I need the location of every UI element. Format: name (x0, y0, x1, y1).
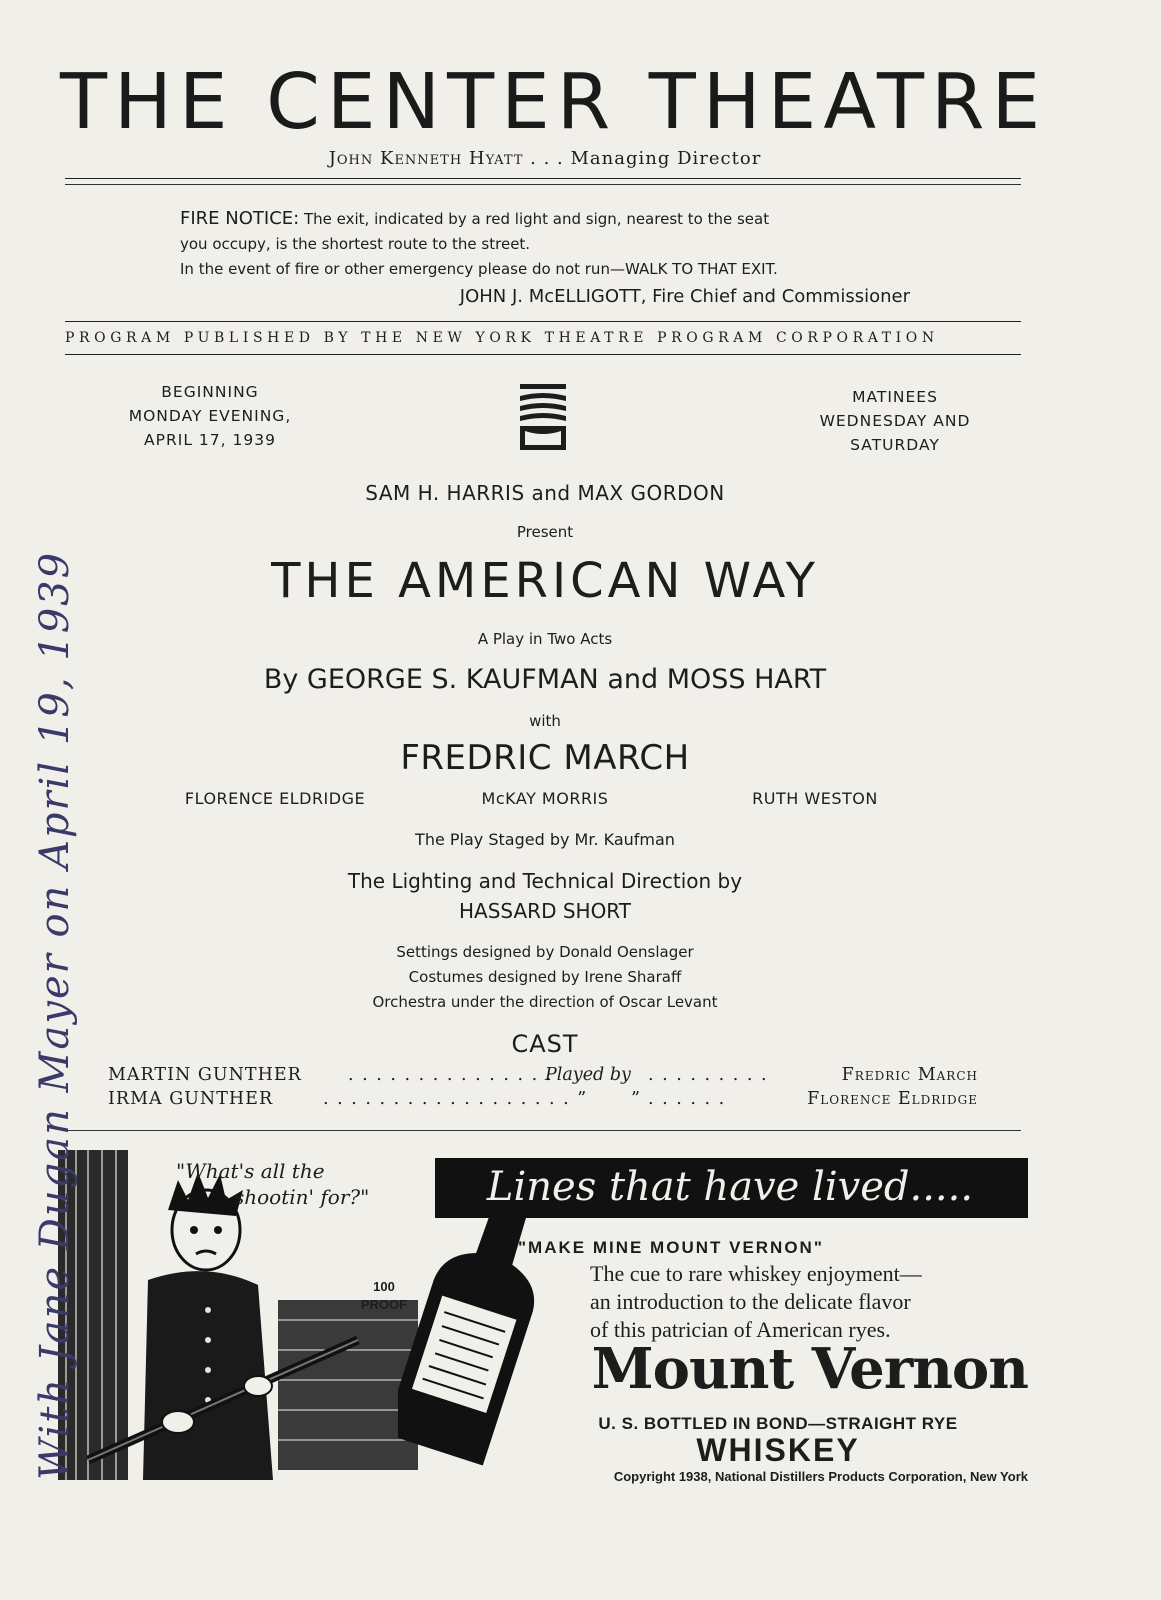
with-label: with (529, 712, 561, 730)
lighting-credit-line: The Lighting and Technical Direction by (347, 869, 743, 893)
proof-word: PROOF (360, 1297, 408, 1312)
managing-director-name: John Kenneth Hyatt (328, 148, 524, 169)
cast-dots: . . . . . . (648, 1089, 726, 1109)
cast-row (108, 1065, 978, 1089)
theatre-name: THE CENTER THEATRE (60, 58, 1048, 147)
play-title: THE AMERICAN WAY (271, 553, 819, 609)
ad-quote-line: shootin' for?" (234, 1185, 370, 1209)
cast-actor: Florence Eldridge (807, 1089, 978, 1109)
fire-chief-signature: JOHN J. McELLIGOTT, Fire Chief and Commissioner (459, 286, 910, 307)
whiskey-advertisement (58, 1150, 1028, 1484)
handwritten-inscription: With Jane Dugan Mayer on April 19, 1939 (32, 550, 78, 1480)
cast-heading: CAST (511, 1030, 579, 1058)
credit-line: Settings designed by Donald Oenslager (396, 943, 694, 961)
cast-dots: . . . . . . . . . (648, 1065, 769, 1085)
ad-copy (590, 1260, 1030, 1344)
fire-notice-text3: In the event of fire or other emergency please do not run—WALK TO THAT EXIT. (180, 260, 778, 278)
credit-line: Orchestra under the direction of Oscar Levant (372, 993, 718, 1011)
staged-by: The Play Staged by Mr. Kaufman (415, 830, 675, 849)
lighting-credit (130, 866, 960, 926)
cast-dots: . . . . . . . . . . . . . . . (348, 1065, 553, 1085)
matinee-line: SATURDAY (850, 436, 940, 454)
managing-director-title: Managing Director (570, 148, 762, 169)
costar: RUTH WESTON (752, 789, 878, 808)
publisher-line: PROGRAM PUBLISHED BY THE NEW YORK THEATRE PROGRAM CORPORATION (65, 330, 939, 346)
fire-notice-heading: FIRE NOTICE: (180, 208, 300, 229)
opening-line: MONDAY EVENING, (128, 407, 292, 425)
opening-line: BEGINNING (161, 383, 259, 401)
cast-actor: Fredric March (841, 1065, 978, 1085)
ad-divider (65, 1130, 1021, 1131)
ad-tagline: "MAKE MINE MOUNT VERNON" (518, 1238, 824, 1257)
ad-copy-line: The cue to rare whiskey enjoyment— (590, 1261, 922, 1286)
managing-director-line (60, 148, 1030, 169)
header-rule-bottom (65, 184, 1021, 185)
fire-notice (180, 206, 910, 309)
matinee-line: WEDNESDAY AND (819, 412, 971, 430)
star-name: FREDRIC MARCH (400, 738, 690, 778)
cast-role: MARTIN GUNTHER (108, 1065, 302, 1085)
ad-banner-text: Lines that have lived..... (486, 1164, 974, 1210)
present-label: Present (516, 523, 574, 541)
costar: McKAY MORRIS (481, 789, 609, 808)
fire-notice-line1 (180, 206, 910, 232)
design-credits (130, 940, 960, 1015)
ad-whiskey: WHISKEY (696, 1432, 860, 1468)
program-logo-icon (516, 382, 570, 454)
play-subtitle: A Play in Two Acts (477, 630, 613, 648)
managing-separator: . . . (523, 148, 571, 169)
proof-number: 100 (373, 1279, 395, 1294)
presenters: SAM H. HARRIS and MAX GORDON (365, 481, 725, 505)
authors: By GEORGE S. KAUFMAN and MOSS HART (263, 664, 827, 695)
cast-played-by: Played by (545, 1065, 631, 1085)
cast-ditto: ” (631, 1089, 640, 1109)
ad-bond-line: U. S. BOTTLED IN BOND—STRAIGHT RYE (598, 1414, 958, 1433)
brand-logo: Mount Vernon (591, 1336, 1028, 1402)
ad-copy-line: of this patrician of American ryes. (590, 1317, 891, 1342)
opening-line: APRIL 17, 1939 (144, 431, 276, 449)
publisher-rule-bottom (65, 354, 1021, 355)
ad-banner (435, 1158, 1028, 1218)
costar: FLORENCE ELDRIDGE (184, 789, 366, 808)
lighting-credit-name: HASSARD SHORT (459, 899, 631, 923)
cast-row (108, 1089, 978, 1113)
ad-quote-line: "What's all the (176, 1159, 325, 1183)
matinee-schedule (785, 385, 1005, 457)
cast-dots: . . . . . . . . . . . . . . . . . . ” (323, 1089, 588, 1109)
publisher-rule-top (65, 321, 1021, 322)
ad-copy-line: an introduction to the delicate flavor (590, 1289, 911, 1314)
ad-copyright: Copyright 1938, National Distillers Products Corporation, New York (613, 1469, 1028, 1484)
header-rule-top (65, 178, 1021, 179)
fire-notice-text1: The exit, indicated by a red light and sign, nearest to the seat (304, 210, 770, 228)
ad-quote (176, 1158, 386, 1210)
credit-line: Costumes designed by Irene Sharaff (408, 968, 682, 986)
matinee-line: MATINEES (852, 388, 938, 406)
opening-date (100, 380, 320, 452)
fire-notice-text2: you occupy, is the shortest route to the street. (180, 235, 531, 253)
cast-role: IRMA GUNTHER (108, 1089, 274, 1109)
